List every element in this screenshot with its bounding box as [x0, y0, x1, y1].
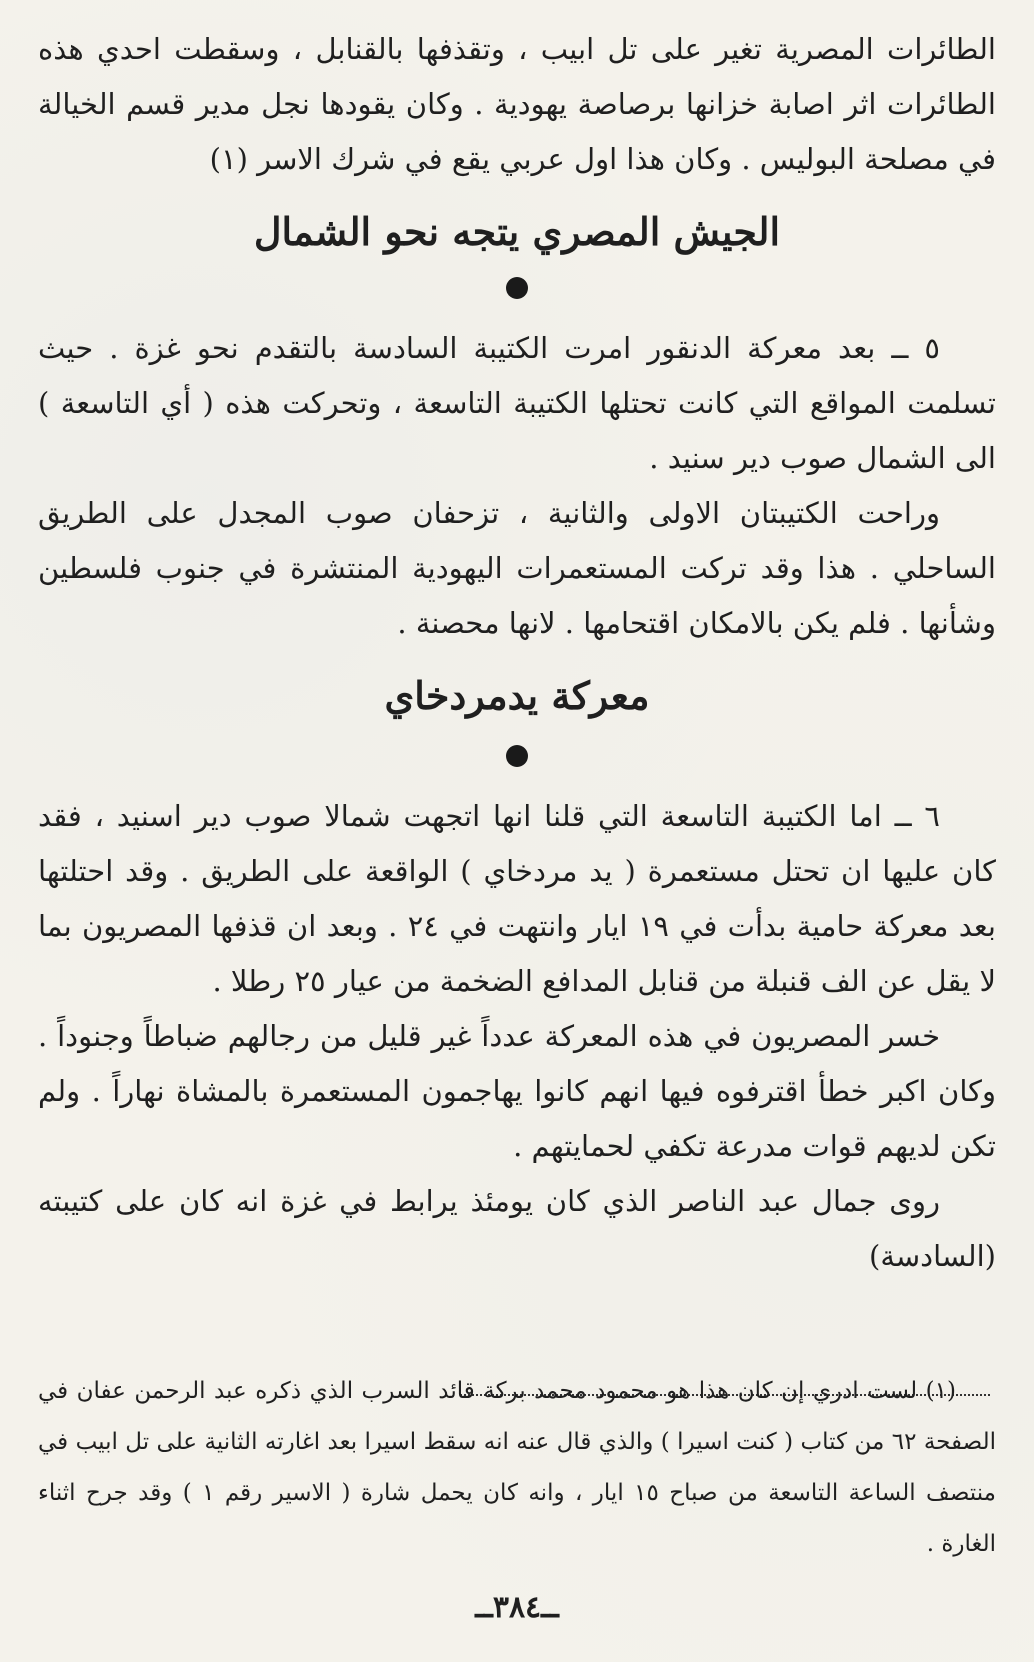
section-bullet-dot — [506, 277, 528, 299]
section-heading-yad-mordechai: معركة يدمردخاي — [384, 673, 650, 718]
paragraph-5-continued: وراحت الكتيبتان الاولى والثانية ، تزحفان صوب المجدل على الطريق الساحلي . هذا وقد تركت المستعمرات اليهودية المنتشرة في جنوب فلسطين وشأنها . فلم يكن بالامكان اقتحامها . لانها محصنة . — [38, 496, 996, 640]
footnote: (١) لست ادري إن كان هذا هو محمود محمد بركة قائد السرب الذي ذكره عبد الرحمن عفان في الصفحة ٦٢ من كتاب ( كنت اسيرا ) والذي قال عنه انه سقط اسيرا بعد اغارته الثانية على تل ابيب في منتصف الساعة التاسعة من صباح ١٥ ايار ، وانه كان يحمل شارة ( الاسير رقم ١ ) وقد جرح اثناء الغارة . — [38, 1378, 997, 1557]
paragraph-6-nasser: روى جمال عبد الناصر الذي كان يومئذ يرابط في غزة انه كان على كتيبته (السادسة) — [38, 1184, 996, 1273]
section-heading-north: الجيش المصري يتجه نحو الشمال — [253, 209, 781, 254]
paragraph-6: ٦ ــ اما الكتيبة التاسعة التي قلنا انها اتجهت شمالا صوب دير اسنيد ، فقد كان عليها ان تحتل مستعمرة ( يد مردخاي ) الواقعة على الطريق . وقد احتلتها بعد معركة حامية بدأت في ١٩ ايار وانتهت في ٢٤ . وبعد ان قذفها المصريون بما لا يقل عن الف قنبلة من قنابل المدافع الضخمة من عيار ٢٥ رطلا . — [38, 799, 996, 998]
paragraph-5: ٥ ــ بعد معركة الدنقور امرت الكتيبة السادسة بالتقدم نحو غزة . حيث تسلمت المواقع التي كانت تحتلها الكتيبة التاسعة ، وتحركت هذه ( أي التاسعة ) الى الشمال صوب دير سنيد . — [38, 331, 996, 475]
section-bullet-dot — [506, 745, 528, 767]
page-number: ــ٣٨٤ــ — [475, 1590, 559, 1625]
intro-paragraph: الطائرات المصرية تغير على تل ابيب ، وتقذفها بالقنابل ، وسقطت احدي هذه الطائرات اثر اصابة خزانها برصاصة يهودية . وكان يقودها نجل مدير قسم الخيالة في مصلحة البوليس . وكان هذا اول عربي يقع في شرك الاسر (١) — [38, 32, 996, 176]
paragraph-6-continued: خسر المصريون في هذه المعركة عدداً غير قليل من رجالهم ضباطاً وجنوداً . وكان اكبر خطأ اقترفوه فيها انهم كانوا يهاجمون المستعمرة بالمشاة نهاراً . ولم تكن لديهم قوات مدرعة تكفي لحمايتهم . — [38, 1019, 996, 1163]
